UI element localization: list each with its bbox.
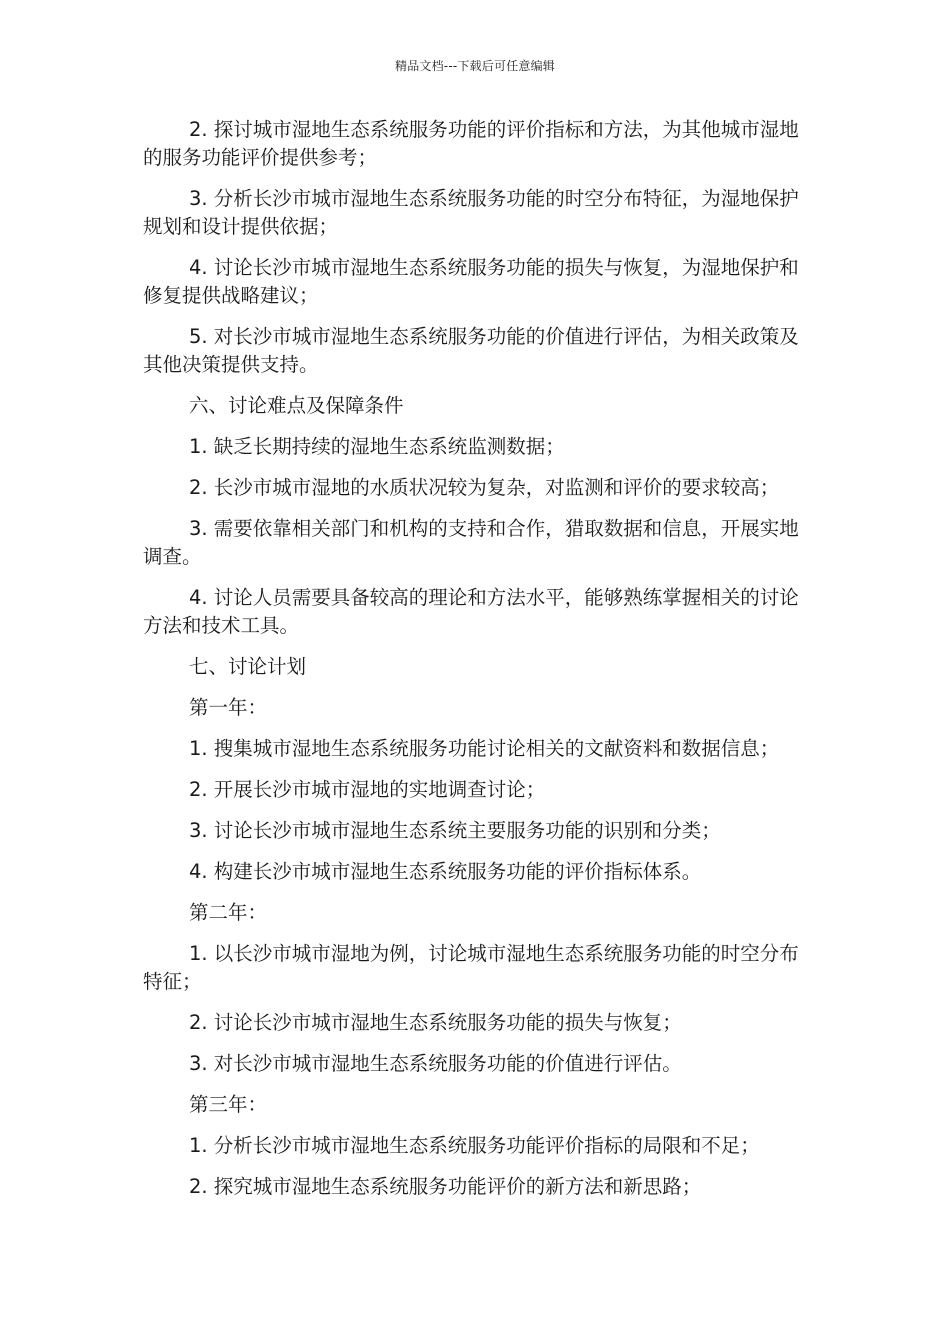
subsection-heading: 第三年： [189, 1093, 268, 1116]
paragraph: 1. 缺乏长期持续的湿地生态系统监测数据； [189, 435, 565, 458]
paragraph: 5. 对长沙市城市湿地生态系统服务功能的价值进行评估，为相关政策及其他决策提供支持。 [143, 325, 799, 376]
paragraph: 2. 探讨城市湿地生态系统服务功能的评价指标和方法，为其他城市湿地的服务功能评价提供参考； [143, 118, 799, 169]
paragraph: 2. 长沙市城市湿地的水质状况较为复杂，对监测和评价的要求较高； [189, 476, 780, 499]
subsection-heading: 第二年： [189, 901, 268, 924]
paragraph: 2. 开展长沙市城市湿地的实地调查讨论； [189, 778, 546, 801]
paragraph: 3. 需要依靠相关部门和机构的支持和合作，猎取数据和信息，开展实地调查。 [143, 517, 799, 568]
paragraph: 1. 分析长沙市城市湿地生态系统服务功能评价指标的局限和不足； [189, 1134, 760, 1157]
page-header: 精品文档---下载后可任意编辑 [395, 59, 555, 73]
document-body [143, 116, 811, 1214]
paragraph: 3. 分析长沙市城市湿地生态系统服务功能的时空分布特征，为湿地保护规划和设计提供依据； [143, 187, 799, 238]
paragraph: 1. 搜集城市湿地生态系统服务功能讨论相关的文献资料和数据信息； [189, 737, 780, 760]
paragraph: 1. 以长沙市城市湿地为例，讨论城市湿地生态系统服务功能的时空分布特征； [143, 942, 799, 993]
paragraph: 4. 讨论长沙市城市湿地生态系统服务功能的损失与恢复，为湿地保护和修复提供战略建议； [143, 256, 799, 307]
paragraph: 3. 讨论长沙市城市湿地生态系统主要服务功能的识别和分类； [189, 819, 721, 842]
subsection-heading: 第一年： [189, 696, 268, 719]
paragraph: 2. 探究城市湿地生态系统服务功能评价的新方法和新思路； [189, 1175, 702, 1198]
paragraph: 4. 构建长沙市城市湿地生态系统服务功能的评价指标体系。 [189, 860, 702, 883]
paragraph: 3. 对长沙市城市湿地生态系统服务功能的价值进行评估。 [189, 1052, 682, 1075]
section-heading: 六、讨论难点及保障条件 [189, 394, 404, 417]
paragraph: 2. 讨论长沙市城市湿地生态系统服务功能的损失与恢复； [189, 1011, 682, 1034]
paragraph: 4. 讨论人员需要具备较高的理论和方法水平，能够熟练掌握相关的讨论方法和技术工具。 [143, 586, 799, 637]
section-heading: 七、讨论计划 [189, 655, 307, 678]
